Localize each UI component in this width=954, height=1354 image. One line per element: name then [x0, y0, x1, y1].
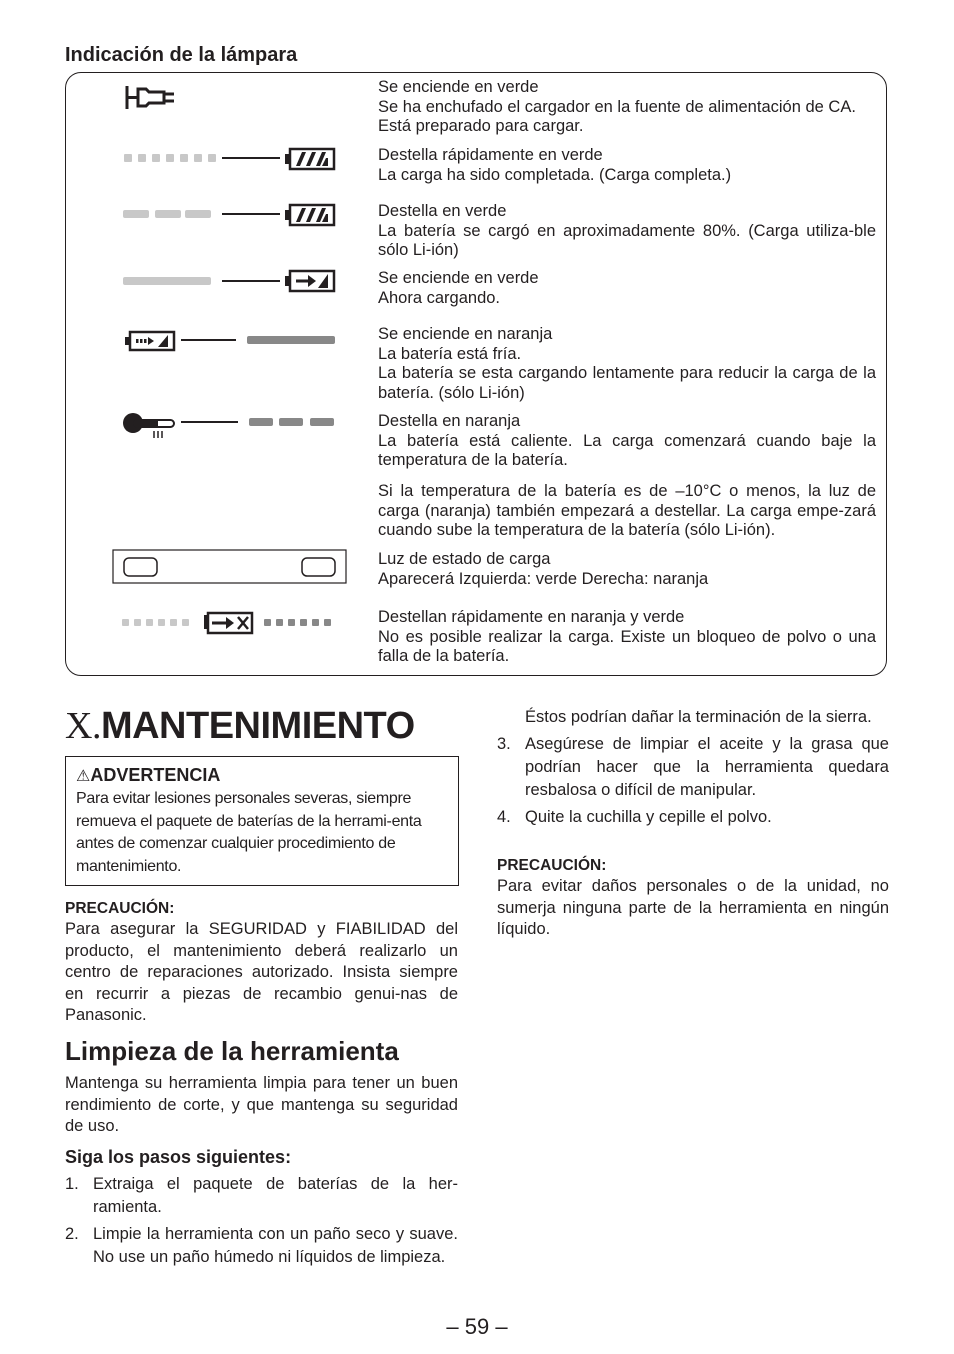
section-title [65, 704, 415, 748]
lamp-row-8-description [378, 550, 876, 589]
lamp-row-9-line-1: Destellan rápidamente en naranja y verde [378, 608, 685, 626]
caution-1 [65, 899, 458, 1027]
warning-heading [76, 764, 448, 788]
lamp-row-3-line-1: Destella en verde [378, 202, 507, 220]
section-number: X. [65, 705, 101, 747]
lamp-row-1-line-2: Se ha enchufado el cargador en la fuente de alimentación de CA. Está preparado para cargar. [378, 97, 856, 135]
lamp-row-5-line-3: La batería se esta cargando lentamente para reducir la carga de la batería. (sólo Li-ión) [378, 364, 876, 402]
steady-orange-indicator [178, 326, 338, 356]
lamp-row-8-line-2: Aparecerá Izquierda: verde Derecha: naranja [378, 569, 709, 588]
lamp-row-8-line-1: Luz de estado de carga [378, 550, 551, 568]
steps-list-right [497, 706, 889, 833]
lamp-row-9-description [378, 608, 876, 667]
lamp-row-7-line-1: Si la temperatura de la batería es de –10°C o menos, la luz de carga (naranja) también empezará a destellar. La carga empe-zará cuando sube la temperatura de la batería (sólo Li-ión). [378, 482, 876, 539]
step-text: Éstos podrían dañar la terminación de la sierra. [525, 708, 872, 726]
status-lights-icon [112, 549, 348, 585]
flash-green-indicator [122, 200, 284, 230]
steady-green-indicator [122, 267, 284, 297]
page-number: – 59 – [446, 1314, 508, 1339]
lamp-row-2-description [378, 146, 876, 185]
step-item [65, 1223, 458, 1269]
section-title-text: MANTENIMIENTO [100, 705, 415, 747]
lamp-row-3-line-2: La batería se cargó en aproximadamente 80%. (Carga utiliza-ble sólo Li-ión) [378, 221, 876, 259]
caution-1-label: PRECAUCIÓN: [65, 900, 175, 917]
steps-list-left [65, 1173, 458, 1273]
lamp-row-6-description [378, 412, 876, 471]
lamp-row-1-line-1: Se enciende en verde [378, 78, 539, 96]
plug-icon [124, 84, 180, 112]
warning-heading-text: ADVERTENCIA [90, 765, 221, 785]
step-text: Limpie la herramienta con un paño seco y suave. No use un paño húmedo ni líquidos de limpieza. [93, 1225, 458, 1266]
caution-2-label: PRECAUCIÓN: [497, 857, 607, 874]
step-text: Asegúrese de limpiar el aceite y la grasa que podrían hacer que la herramienta quedara resbalosa o difícil de manipular. [525, 735, 889, 799]
step-number: 3. [497, 735, 511, 753]
warning-box [65, 756, 459, 886]
lamp-row-1-description [378, 78, 876, 137]
step-text: Quite la cuchilla y cepille el polvo. [525, 808, 772, 826]
flash-orange-indicator [178, 408, 338, 438]
battery-error-icon [120, 610, 340, 638]
lamp-row-2-line-2: La carga ha sido completada. (Carga completa.) [378, 165, 732, 184]
battery-charging-icon [284, 268, 336, 294]
battery-full-icon [284, 202, 336, 228]
thermometer-hot-icon [122, 410, 176, 440]
step-number: 1. [65, 1175, 79, 1193]
step-item-continued [497, 706, 889, 729]
lamp-row-4-description [378, 269, 876, 308]
lamp-row-5-description [378, 325, 876, 403]
caution-1-text: Para asegurar la SEGURIDAD y FIABILIDAD del producto, el mantenimiento deberá realizarlo un centro de reparaciones autorizado. Insista siempre en recurrir a piezas de recambio genui-nas de Panasonic. [65, 920, 458, 1025]
lamp-row-3-description [378, 202, 876, 261]
lamp-row-4-line-2: Ahora cargando. [378, 288, 501, 307]
warning-text: Para evitar lesiones personales severas, siempre remueva el paquete de baterías de la herrami-enta antes de comenzar cualquier procedimiento de mantenimiento. [76, 790, 422, 875]
lamp-section-title: Indicación de la lámpara [65, 44, 298, 66]
battery-cold-icon [124, 329, 176, 353]
cleaning-intro: Mantenga su herramienta limpia para tener un buen rendimiento de corte, y que mantenga su seguridad de uso. [65, 1074, 458, 1136]
lamp-row-6-line-1: Destella en naranja [378, 412, 521, 430]
lamp-row-5-line-2: La batería está fría. [378, 344, 522, 363]
cleaning-heading: Limpieza de la herramienta [65, 1036, 399, 1066]
lamp-row-2-line-1: Destella rápidamente en verde [378, 146, 603, 164]
caution-2-text: Para evitar daños personales o de la unidad, no sumerja ninguna parte de la herramienta en ningún líquido. [497, 877, 889, 939]
step-item [65, 1173, 458, 1219]
caution-2 [497, 856, 889, 941]
steps-heading: Siga los pasos siguientes: [65, 1147, 292, 1167]
lamp-row-6-line-2: La batería está caliente. La carga comenzará cuando baje la temperatura de la batería. [378, 431, 876, 469]
step-number: 2. [65, 1225, 79, 1243]
lamp-row-4-line-1: Se enciende en verde [378, 269, 539, 287]
battery-full-icon [284, 146, 336, 172]
step-number: 4. [497, 808, 511, 826]
step-text: Extraiga el paquete de baterías de la her-ramienta. [93, 1175, 458, 1216]
step-item [497, 806, 889, 829]
step-item [497, 733, 889, 802]
lamp-row-9-line-2: No es posible realizar la carga. Existe un bloqueo de polvo o una falla de la batería. [378, 627, 876, 665]
lamp-row-7-description [378, 482, 876, 541]
warning-triangle-icon: ⚠ [76, 768, 91, 785]
lamp-row-5-line-1: Se enciende en naranja [378, 325, 553, 343]
